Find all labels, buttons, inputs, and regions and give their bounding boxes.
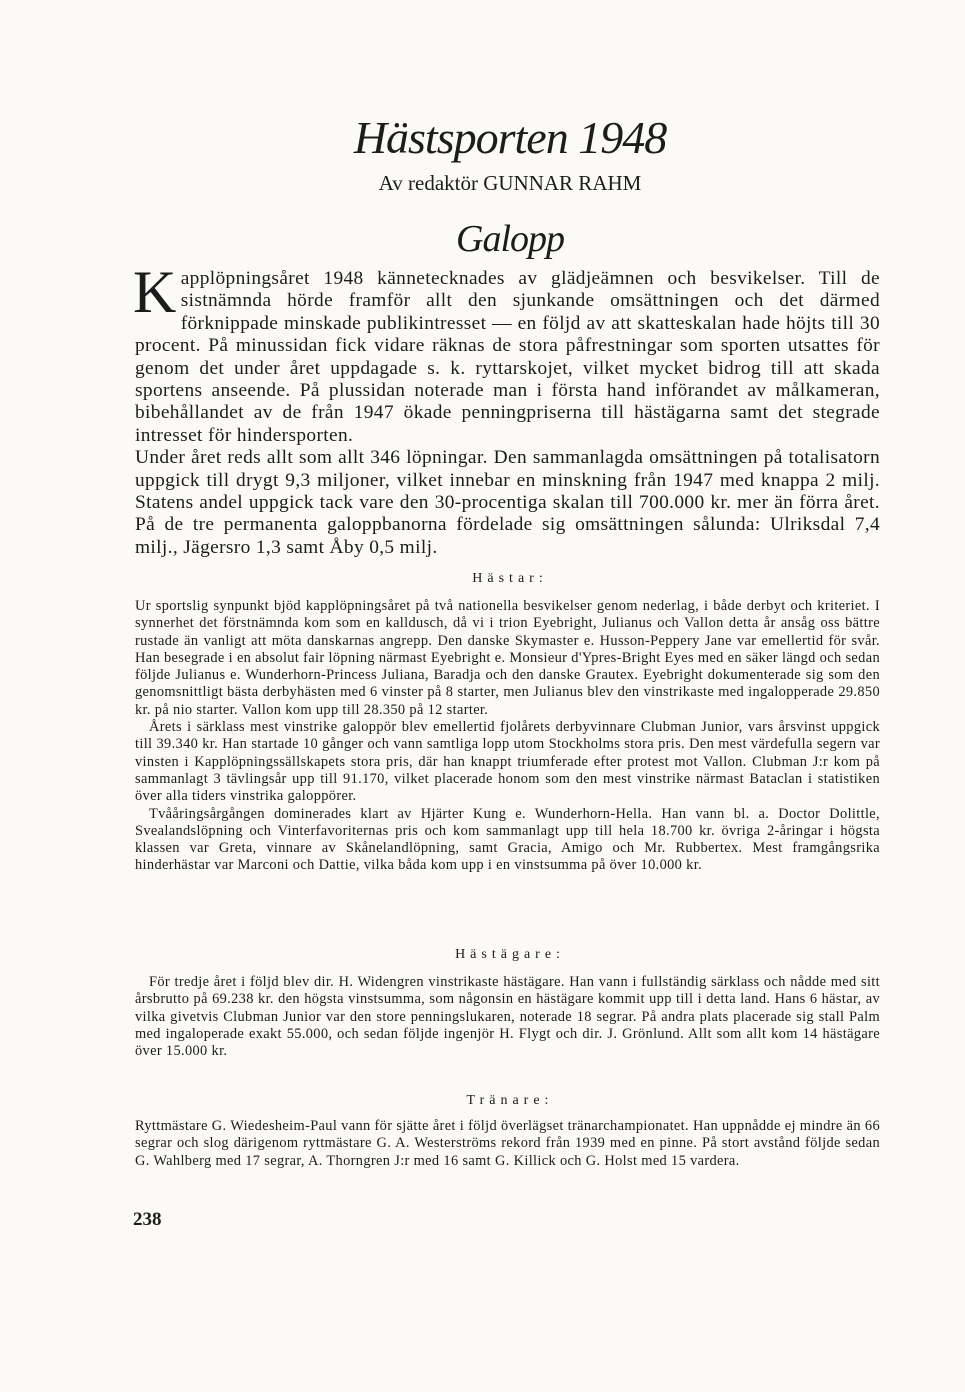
intro-paragraph-2: Under året reds allt som allt 346 löpningar. Den sammanlagda omsättningen på totalisatorn uppgick till drygt 9,3 miljoner, vilket innebar en minskning från 1947 med knappa 2 milj. Statens andel uppgick tack vare den 30-procentiga skalan till 700.000 kr. mer än förra året. På de tre permanenta galoppbanorna fördelade sig omsättningen sålunda: Ulriksdal 7,4 milj., Jägersro 1,3 samt Åby 0,5 milj. — [135, 447, 880, 558]
owners-heading: Hästägare: — [455, 947, 565, 962]
horses-paragraph-1: Ur sportslig synpunkt bjöd kapplöpningsåret på två nationella besvikelser genom nederlag, i både derbyt och kriteriet. I synnerhet det förstnämnda kom som en kalldusch, då vi i trion Eyebright, Julianus och Vallon detta år ansåg oss bättre rustade än vanligt att möta danskarnas angrepp. Den danske Skymaster e. Husson-Peppery Jane var emellertid för svår. Han besegrade i en absolut fair löpning närmast Eyebright e. Monsieur d'Ypres-Bright Eyes med en säker längd och sedan följde Julianus e. Wunderhorn-Princess Juliana, Baradja och den danske Grautex. Eyebright dokumenterade sig som den genomsnittligt bästa derbyhästen med 6 vinster på 8 starter, men Julianus blev den vinstrikaste med ingalopperade 29.850 kr. på nio starter. Vallon kom upp till 28.350 på 12 starter. — [135, 598, 880, 718]
trainers-paragraph-1: Ryttmästare G. Wiedesheim-Paul vann för sjätte året i följd överlägset tränarchampionatet. Han uppnådde ej mindre än 66 segrar och slog därigenom ryttmästare G. A. Westerströms rekord från 1939 med en pinne. På stort avstånd följde sedan G. Wahlberg med 17 segrar, A. Thorngren J:r med 16 samt G. Killick och G. Holst med 15 vardera. — [135, 1118, 880, 1169]
horses-heading: Hästar: — [472, 571, 548, 586]
article-byline: Av redaktör GUNNAR RAHM — [378, 171, 642, 195]
page-number: 238 — [133, 1209, 162, 1230]
owners-section — [135, 974, 880, 1060]
intro-paragraph-1-text: applöpningsåret 1948 kännetecknades av glädjeämnen och besvikelser. Till de sistnämnda hörde framför allt den sjunkande omsättningen och det därmed förknippade minskade publikintresset — en följd av att skatteskalan hade höjts till 30 procent. På minussidan fick vidare räknas de stora påfrestningar som sporten utsattes för genom det under året uppdagade s. k. ryttarskojet, vilket mycket bidrog till att skada sportens anseende. På plussidan noterade man i första hand införandet av målkameran, bibehållandet av de från 1947 ökade penningpriserna till hästägarna samt det stegrade intresset för hindersporten. — [135, 268, 880, 446]
horses-section — [135, 598, 880, 875]
horses-paragraph-3: Tvååringsårgången dominerades klart av Hjärter Kung e. Wunderhorn-Hella. Han vann bl. a. Doctor Dolittle, Svealandslöpning och Vinterfavoriternas pris och kom sammanlagt upp till hela 18.700 kr. övriga 2-åringar i högsta klassen var Greta, vinnare av Skånelandlöpning, samt Gracia, Amigo och Mr. Rubbertex. Mest framgångsrika hinderhästar var Marconi och Dattie, vilka båda kom upp i en vinstsumma på över 10.000 kr. — [135, 805, 880, 874]
drop-cap: K — [133, 259, 177, 325]
intro-text — [133, 259, 880, 559]
section-title: Galopp — [456, 218, 564, 260]
owners-paragraph-1: För tredje året i följd blev dir. H. Widengren vinstrikaste hästägare. Han vann i fullständig särklass och nådde med sitt årsbrutto på 69.238 kr. den högsta vinstsumma, som någonsin en hästägare kommit upp till i detta land. Hans 6 hästar, av vilka givetvis Clubman Junior var den store penningslukaren, noterade 18 segrar. På andra plats placerade sig stall Palm med ingaloperade exakt 55.000, och sedan följde ingenjör H. Flygt och dir. J. Grönlund. Allt som allt kom 14 hästägare över 15.000 kr. — [135, 974, 880, 1060]
intro-paragraph-1 — [133, 259, 880, 447]
trainers-heading: Tränare: — [466, 1093, 554, 1108]
article-title: Hästsporten 1948 — [353, 112, 667, 163]
horses-paragraph-2: Årets i särklass mest vinstrike galoppör blev emellertid fjolårets derbyvinnare Clubman Junior, vars årsvinst uppgick till 39.340 kr. Han startade 10 gånger och vann samtliga lopp utom Stockholms stora pris. Den mest värdefulla segern var vinsten i Kapplöpningssällskapets stora pris, där han knappt triumferade efter protest mot Vallon. Clubman J:r kom på sammanlagt 3 tävlingsår upp till 91.170, vilket placerade honom som den mest vinstrike närmast Bataclan i statistiken över alla tiders vinstrika galoppörer. — [135, 719, 880, 805]
trainers-section — [135, 1118, 880, 1170]
